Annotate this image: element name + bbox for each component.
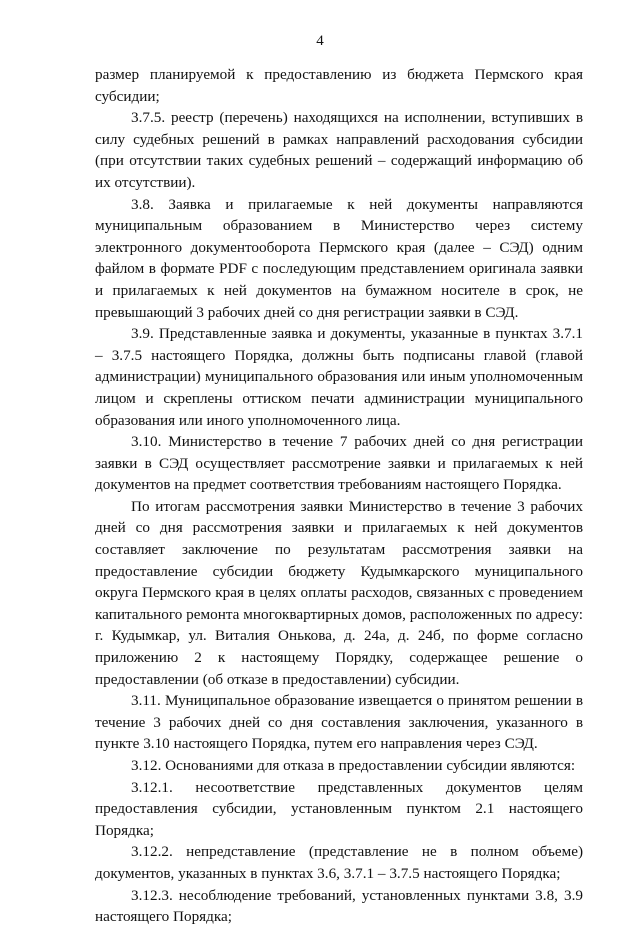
paragraph-3-10: 3.10. Министерство в течение 7 рабочих дней со дня регистрации заявки в СЭД осуществляет рассмотрение заявки и прилагаемых к ней документов на предмет соответствия требованиям настоящего Порядка. — [95, 433, 583, 494]
paragraph-3-12: 3.12. Основаниями для отказа в предоставлении субсидии являются: — [131, 757, 576, 774]
document-body — [95, 64, 583, 928]
paragraph-3-10-results: По итогам рассмотрения заявки Министерство в течение 3 рабочих дней со дня рассмотрения заявки и прилагаемых к ней документов составляет заключение по результатам рассмотрения заявки на предоставление субсидии бюджету Кудымкарского муниципального округа Пермского края в целях оплаты расходов, связанных с проведением капитального ремонта многоквартирных домов, расположенных по адресу: г. Кудымкар, ул. Виталия Онькова, д. 24а, д. 24б, по форме согласно приложению 2 к настоящему Порядку, содержащее решение о предоставлении (об отказе в предоставлении) субсидии. — [95, 497, 583, 688]
paragraph-3-11: 3.11. Муниципальное образование извещается о принятом решении в течение 3 рабочих дней со дня составления заключения, указанного в пункте 3.10 настоящего Порядка, путем его направления через СЭД. — [95, 692, 583, 753]
paragraph-3-12-1: 3.12.1. несоответствие представленных документов целям предоставления субсидии, установленным пунктом 2.1 настоящего Порядка; — [95, 778, 583, 839]
paragraph-3-12-3: 3.12.3. несоблюдение требований, установленных пунктами 3.8, 3.9 настоящего Порядка; — [95, 886, 583, 926]
paragraph-continuation: размер планируемой к предоставлению из бюджета Пермского края субсидии; — [95, 66, 583, 105]
paragraph-3-9: 3.9. Представленные заявка и документы, указанные в пунктах 3.7.1 – 3.7.5 настоящего Порядка, должны быть подписаны главой (главой администрации) муниципального образования или иным уполномоченным лицом и скреплены оттиском печати администрации муниципального образования или иного уполномоченного лица. — [95, 325, 583, 429]
paragraph-3-7-5: 3.7.5. реестр (перечень) находящихся на исполнении, вступивших в силу судебных решений в рамках направлений расходования субсидии (при отсутствии таких судебных решений – содержащий информацию об их отсутствии). — [95, 109, 583, 191]
page-number: 4 — [316, 33, 324, 49]
paragraph-3-12-2: 3.12.2. непредставление (представление не в полном объеме) документов, указанных в пунктах 3.6, 3.7.1 – 3.7.5 настоящего Порядка; — [95, 843, 583, 882]
paragraph-3-8: 3.8. Заявка и прилагаемые к ней документы направляются муниципальным образованием в Министерство через систему электронного документооборота Пермского края (далее – СЭД) одним файлом в формате PDF с последующим представлением оригинала заявки и прилагаемых к ней документов на бумажном носителе в срок, не превышающий 3 рабочих дней со дня регистрации заявки в СЭД. — [95, 195, 583, 321]
